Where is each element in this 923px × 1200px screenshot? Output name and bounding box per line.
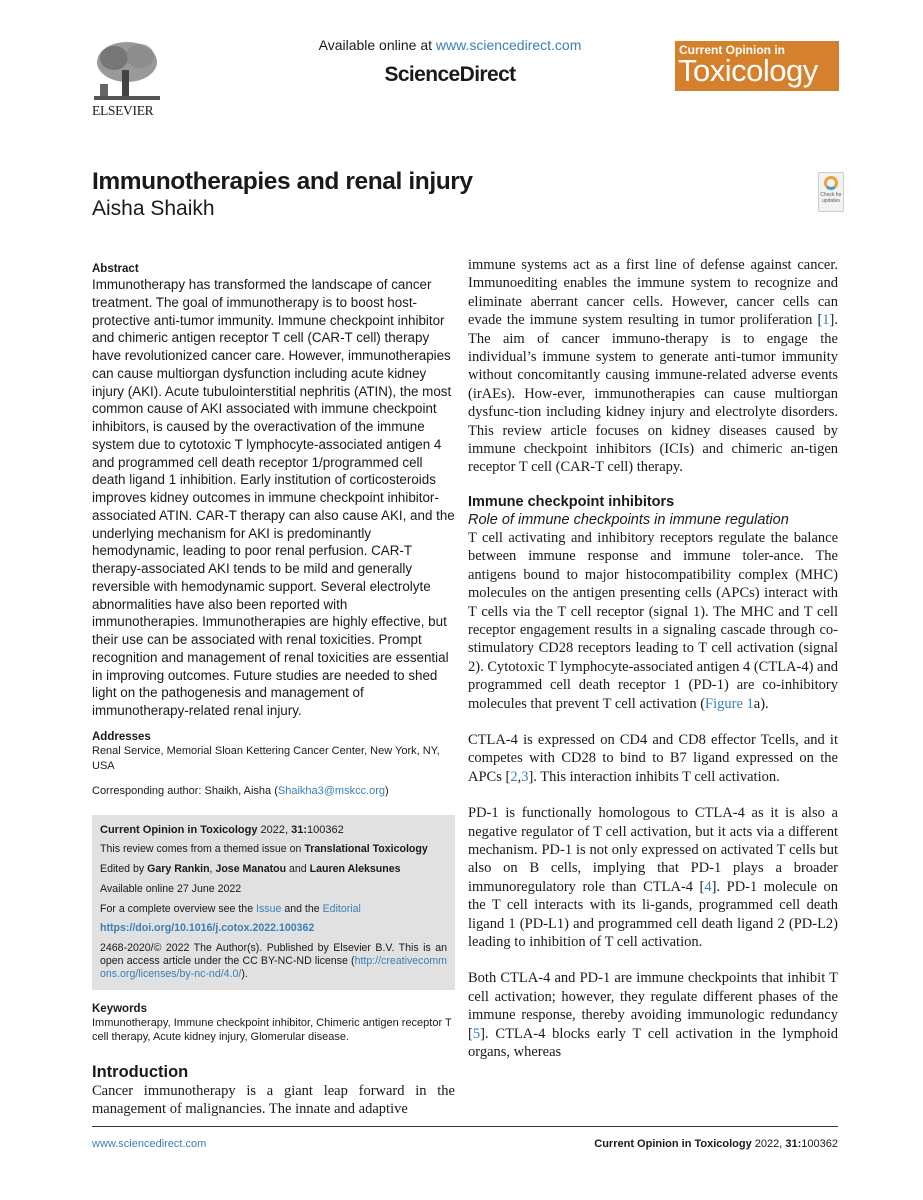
elsevier-tree-logo (92, 40, 162, 102)
reference-link[interactable]: 3 (521, 768, 529, 785)
footer-year: 2022, (751, 1138, 786, 1150)
available-prefix: Available online at (318, 37, 436, 53)
sciencedirect-link[interactable]: www.sciencedirect.com (435, 37, 582, 53)
footer-volume: 31: (785, 1138, 802, 1150)
paragraph (468, 969, 838, 1061)
available-online (240, 37, 660, 53)
journal-logo-line2: Toxicology (678, 53, 818, 88)
footer-sciencedirect-link[interactable]: www.sciencedirect.com (92, 1138, 207, 1150)
issue-link[interactable]: Issue (256, 902, 282, 915)
reference-link[interactable]: 4 (704, 878, 712, 895)
addresses (92, 730, 455, 774)
paragraph-text: ]. The aim of cancer immuno-therapy is to engage the individual’s immune system to generate anti-tumor immunity without concomitantly causing immune-related adverse events (irAEs). How-ever, immunotherapies can cause multiorgan dysfunc-tion including kidney injury and electrolyte disorders. This review article focuses on kidney diseases caused by immune checkpoint inhibitors (ICIs) and chimeric an-tigen receptor T cell (CAR-T cell) therapy. (468, 312, 838, 476)
paragraph-text: ]. This interaction inhibits T cell activation. (528, 768, 780, 785)
subsection-heading: Role of immune checkpoints in immune regulation (468, 511, 789, 528)
footer-article-no: 100362 (801, 1138, 838, 1150)
reference-link[interactable]: Figure 1 (705, 695, 754, 712)
keywords-text: Immunotherapy, Immune checkpoint inhibitor, Chimeric antigen receptor T cell therapy, Acute kidney injury, Glomerular disease. (92, 1016, 452, 1043)
box-journal: Current Opinion in Toxicology (100, 823, 258, 836)
keywords (92, 1002, 455, 1044)
section-heading: Immune checkpoint inhibitors (468, 493, 675, 510)
paragraph-text: Both CTLA-4 and PD-1 are immune checkpoints that inhibit T cell activation; however, they regulate different phases of the immune response, thereby avoiding immunologic redundancy [ (468, 970, 838, 1042)
footer-journal: Current Opinion in Toxicology (594, 1138, 752, 1150)
journal-logo-line1: Current Opinion in (679, 43, 785, 57)
paragraph (468, 256, 838, 477)
license-link[interactable]: http://creativecommons.org/licenses/by-nc-nd/4.0/ (100, 955, 447, 981)
abstract-text: Immunotherapy has transformed the landscape of cancer treatment. The goal of immunotherapy is to boost host-protective anti-tumor immunity. Immune checkpoint inhibitor and chimeric antigen receptor T cell (CAR-T cell) therapy have revolutionized cancer care. However, immunotherapies can cause multiorgan dysfunction including acute kidney injury (AKI). Acute tubulointerstitial nephritis (ATIN), the most common cause of AKI associated with immune checkpoint inhibitors, is caused by the overactivation of the immune system due to cytotoxic T lymphocyte-associated antigen 4 and programmed cell death receptor 1/programmed cell death ligand 1 inhibition. Early institution of corticosteroids improves kidney outcomes in immune checkpoint inhibitor-associated ATIN. CAR-T therapy can also cause AKI, and the underlying mechanism for AKI is predominantly hemodynamic, leading to poor renal perfusion. CAR-T therapy-associated AKI tends to be mild and generally reversible with hemodynamic support. Several electrolyte abnormalities have also been reported with immunotherapies. Immunotherapies are highly effective, but their use can be associated with renal toxicities. Prompt recognition and management of renal toxicities are essential in improving outcomes. Future studies are needed to shed light on the pathogenesis and management of immunotherapy-related renal injury. (92, 277, 455, 718)
article-title: Immunotherapies and renal injury (92, 168, 473, 195)
abstract-heading: Abstract (92, 263, 139, 275)
abstract (92, 262, 455, 720)
and-text: and (286, 863, 310, 876)
overview-and: and the (281, 902, 323, 915)
box-editors: Edited by Gary Rankin, Jose Manatou and Lauren Aleksunes (100, 863, 401, 876)
paragraph (468, 529, 838, 713)
box-article-no: 100362 (307, 823, 344, 836)
themed-issue: Translational Toxicology (304, 843, 428, 856)
edited-prefix: Edited by (100, 863, 148, 876)
license-end: ). (241, 968, 248, 981)
paragraph-text: ]. PD-1 molecule on the T cell interacts with its li-gands, programmed cell death ligand 1 (PD-L1) and programmed cell death ligand 2 (PD-L2) leading to inhibition of T cell activation. (468, 878, 838, 950)
article-info-box (92, 815, 455, 990)
journal-logo[interactable] (675, 41, 839, 91)
editorial-link[interactable]: Editorial (322, 902, 361, 915)
reference-link[interactable]: 5 (472, 1025, 481, 1042)
doi-link[interactable]: https://doi.org/10.1016/j.cotox.2022.100362 (100, 922, 315, 935)
keywords-heading: Keywords (92, 1002, 147, 1015)
addresses-text: Renal Service, Memorial Sloan Kettering Cancer Center, New York, NY, USA (92, 744, 440, 772)
themed-prefix: This review comes from a themed issue on (100, 843, 305, 856)
corresponding-suffix: ) (385, 784, 389, 797)
check-for-updates-button[interactable] (818, 172, 844, 212)
paragraph-text: ]. CTLA-4 blocks early T cell activation in the lymphoid organs, whereas (468, 1025, 838, 1061)
left-column (92, 262, 455, 1118)
corresponding-prefix: Corresponding author: Shaikh, Aisha ( (92, 784, 278, 797)
paragraph-text: , (517, 768, 522, 785)
box-year: 2022, (257, 823, 292, 836)
editor: Jose Manatou (215, 863, 287, 876)
footer-divider (92, 1126, 838, 1127)
editor: Lauren Aleksunes (309, 863, 401, 876)
publisher-name: ELSEVIER (92, 103, 154, 118)
box-themed-issue (100, 840, 447, 860)
paragraph-text: a). (753, 695, 769, 712)
bookmark-icon (824, 176, 838, 190)
overview-prefix: For a complete overview see the (100, 902, 257, 915)
paragraph-text: immune systems act as a first line of defense against cancer. Immunoediting enables the immune system to recognize and eliminate aberrant cancer cells. However, cancer cells can evade the immune system resulting in tumor proliferation [ (468, 257, 838, 329)
license-text: 2468-2020/© 2022 The Author(s). Published by Elsevier B.V. This is an open access article under the CC BY-NC-ND license ( (100, 941, 447, 968)
email-link[interactable]: Shaikha3@mskcc.org (277, 784, 386, 797)
reference-link[interactable]: 1 (822, 312, 830, 329)
box-overview (100, 900, 447, 920)
introduction-heading: Introduction (92, 1062, 189, 1081)
footer-citation (500, 1137, 838, 1151)
box-available: Available online 27 June 2022 (100, 882, 242, 895)
addresses-heading: Addresses (92, 730, 151, 743)
article-author: Aisha Shaikh (92, 197, 215, 220)
box-license (100, 942, 447, 982)
introduction-text: Cancer immunotherapy is a giant leap forward in the management of malignancies. The innate and adaptive (92, 1082, 455, 1117)
paragraph-text: PD-1 is functionally homologous to CTLA-4 as it is also a negative regulator of T cell activation, but it acts via a different mechanism. PD-1 is not only expressed on activated T cells but also on B cells, implying that PD-1 plays a broader immunoregulatory role than CTLA-4 [ (468, 805, 838, 895)
check-for-updates-label: Check for updates (820, 192, 842, 204)
paragraph-text: T cell activating and inhibitory receptors regulate the balance between immune response and immune toler-ance. The antigens bound to major histocompatibility complex (MHC) molecules on the antigen presenting cells (APCs) interact with T cells via the T cell receptor (signal 1). The MHC and T cell receptor engagement results in a signaling cascade through co-stimulatory CD28 receptors leading to T cell activation (signal 2). Cytotoxic T lymphocyte-associated antigen 4 (CTLA-4) and programmed cell death receptor 1 (PD-1) are co-inhibitory molecules that prevent T cell activation ( (468, 529, 838, 712)
right-column (468, 256, 838, 1061)
paragraph (468, 731, 838, 786)
box-citation (100, 821, 447, 841)
corresponding-author (92, 784, 455, 799)
paragraph (468, 804, 838, 951)
paragraph-text: CTLA-4 is expressed on CD4 and CD8 effector Tcells, and it competes with CD28 to bind to B7 ligand expressed on the APCs [ (468, 731, 838, 785)
editor: Gary Rankin (147, 863, 210, 876)
sciencedirect-logo: ScienceDirect (384, 63, 516, 86)
box-volume: 31: (291, 823, 308, 836)
reference-link[interactable]: 2 (510, 768, 518, 785)
